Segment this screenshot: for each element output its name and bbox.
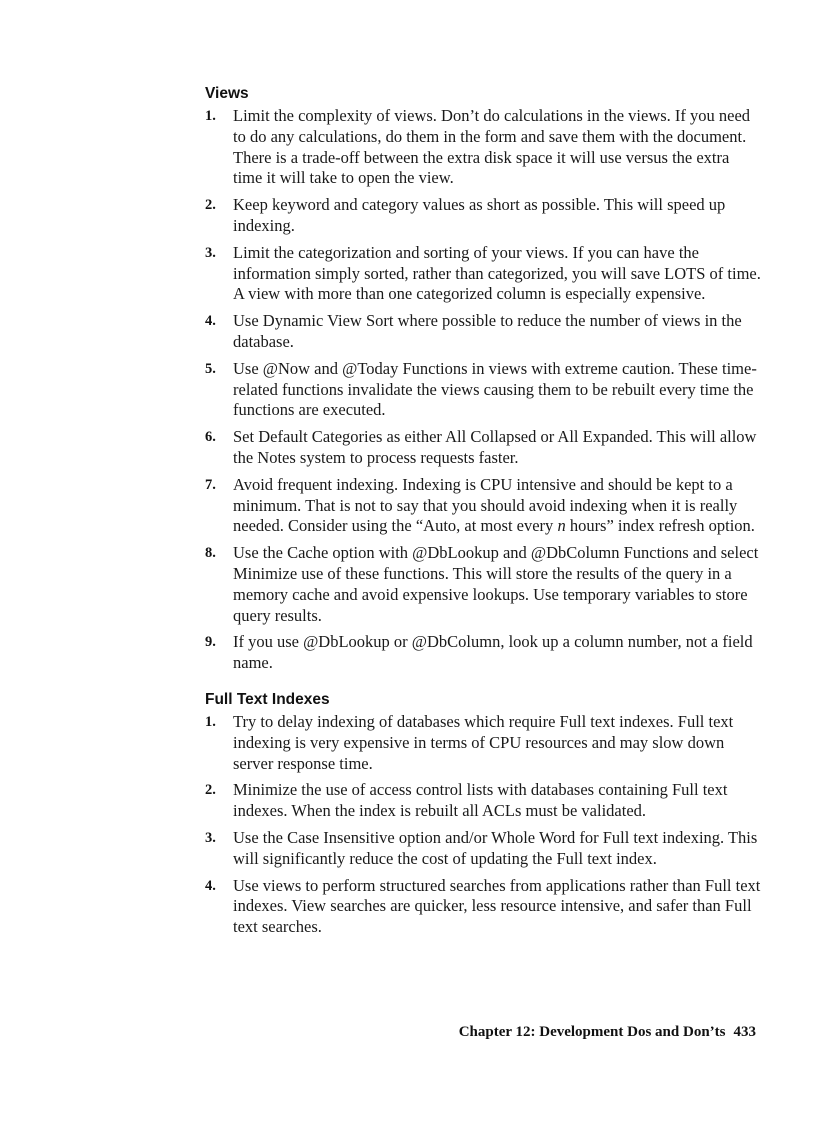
list-item bbox=[205, 359, 761, 421]
item-text: If you use @DbLookup or @DbColumn, look up a column number, not a field name. bbox=[233, 632, 753, 673]
item-number: 4. bbox=[205, 877, 216, 894]
list-item bbox=[205, 475, 761, 537]
item-text: Use @Now and @Today Functions in views with extreme caution. These time-related functions invalidate the views causing them to be rebuilt every time the functions are executed. bbox=[233, 358, 757, 420]
item-text: Limit the categorization and sorting of your views. If you can have the information simply sorted, rather than categorized, you will save LOTS of time. A view with more than one categorized column is especially expensive. bbox=[233, 242, 761, 304]
list-item bbox=[205, 876, 761, 938]
chapter-title: Chapter 12: Development Dos and Don’ts bbox=[458, 1024, 726, 1040]
item-number: 2. bbox=[205, 782, 216, 799]
item-number: 3. bbox=[205, 244, 216, 261]
list-item bbox=[205, 828, 761, 870]
item-text: Use Dynamic View Sort where possible to reduce the number of views in the database. bbox=[233, 311, 742, 351]
list-item bbox=[205, 243, 761, 305]
page-number: 433 bbox=[733, 1024, 756, 1040]
item-text: Minimize the use of access control lists with databases containing Full text indexes. When the index is rebuilt all ACLs must be validated. bbox=[233, 780, 728, 821]
section-heading-full-text-indexes: Full Text Indexes bbox=[205, 690, 330, 708]
item-text-part: Avoid frequent indexing. Indexing is CPU intensive and should be kept to a minimum. That is not to say that you should avoid indexing when it is really needed. Consider using the “Auto, at most every bbox=[233, 474, 738, 536]
views-list bbox=[205, 106, 761, 674]
list-item bbox=[205, 195, 761, 237]
full-text-indexes-section bbox=[205, 690, 761, 938]
item-text-part: hours” index refresh option. bbox=[565, 516, 755, 536]
list-item bbox=[205, 712, 761, 774]
item-text bbox=[233, 475, 761, 537]
list-item bbox=[205, 780, 761, 822]
item-number: 6. bbox=[205, 429, 216, 446]
item-number: 7. bbox=[205, 476, 216, 493]
views-section bbox=[205, 84, 761, 674]
item-number: 1. bbox=[205, 713, 216, 730]
list-item bbox=[205, 311, 761, 353]
item-number: 2. bbox=[205, 197, 216, 214]
list-item bbox=[205, 543, 761, 626]
item-text: Set Default Categories as either All Collapsed or All Expanded. This will allow the Notes system to process requests faster. bbox=[233, 427, 757, 467]
item-text-italic: n bbox=[557, 516, 566, 536]
list-item bbox=[205, 427, 761, 469]
item-number: 4. bbox=[205, 313, 216, 330]
item-number: 1. bbox=[205, 108, 216, 124]
list-item bbox=[205, 106, 761, 189]
item-text: Use views to perform structured searches from applications rather than Full text indexes. View searches are quicker, less resource intensive, and safer than Full text searches. bbox=[233, 875, 761, 937]
item-text: Try to delay indexing of databases which require Full text indexes. Full text indexing is very expensive in terms of CPU resources and may slow down server response time. bbox=[233, 711, 734, 773]
item-number: 3. bbox=[205, 829, 216, 846]
list-item bbox=[205, 632, 761, 674]
item-number: 8. bbox=[205, 545, 216, 562]
full-text-indexes-list bbox=[205, 712, 761, 938]
item-text: Use the Cache option with @DbLookup and @DbColumn Functions and select Minimize use of these functions. This will store the results of the query in a memory cache and avoid expensive lookups. Use temporary variables to store query results. bbox=[233, 543, 759, 625]
item-text: Keep keyword and category values as short as possible. This will speed up indexing. bbox=[233, 195, 726, 235]
item-number: 9. bbox=[205, 634, 216, 651]
page-footer bbox=[205, 1024, 756, 1041]
section-heading-views: Views bbox=[205, 85, 249, 102]
item-text: Use the Case Insensitive option and/or Whole Word for Full text indexing. This will significantly reduce the cost of updating the Full text index. bbox=[233, 827, 758, 868]
page-content bbox=[205, 84, 761, 944]
item-text: Limit the complexity of views. Don’t do calculations in the views. If you need to do any calculations, do them in the form and save them with the document. There is a trade-off between the extra disk space it will use versus the extra time it will take to open the view. bbox=[233, 106, 751, 188]
item-number: 5. bbox=[205, 360, 216, 377]
